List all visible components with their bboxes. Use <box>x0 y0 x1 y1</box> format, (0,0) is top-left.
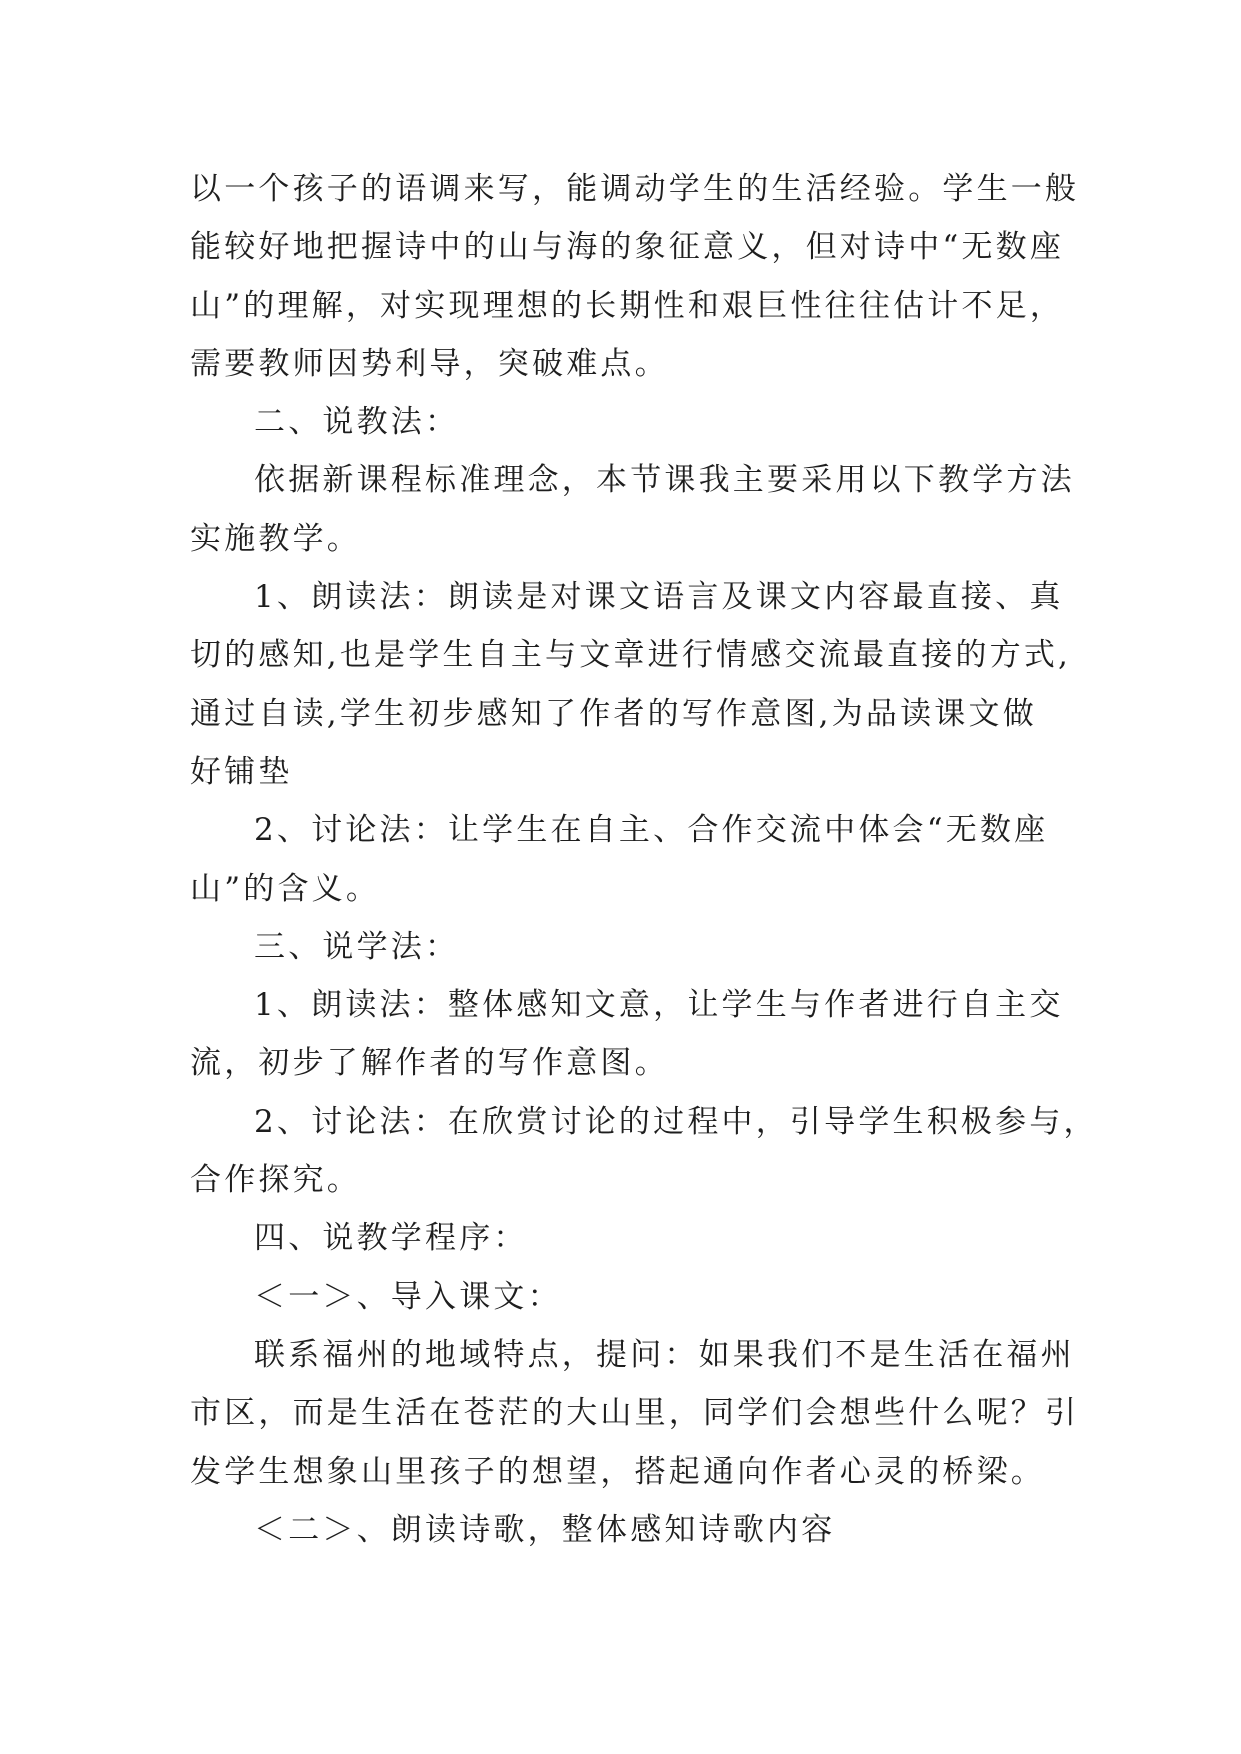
text-line: 市区，而是生活在苍茫的大山里，同学们会想些什么呢？引 <box>190 1395 1080 1432</box>
text-line: 1、朗读法：朗读是对课文语言及课文内容最直接、真 <box>254 579 1064 616</box>
text-line: 能较好地把握诗中的山与海的象征意义，但对诗中“无数座 <box>190 229 1065 266</box>
text-line: 以一个孩子的语调来写，能调动学生的生活经验。学生一般 <box>190 171 1080 207</box>
text-line: 2、讨论法：在欣赏讨论的过程中，引导学生积极参与， <box>254 1103 1098 1140</box>
text-line: 实施教学。 <box>190 520 361 557</box>
section-heading: 四、说教学程序： <box>254 1220 528 1257</box>
text-line: 依据新课程标准理念，本节课我主要采用以下教学方法 <box>254 462 1075 499</box>
text-line: 合作探究。 <box>190 1162 361 1199</box>
text-line: 发学生想象山里孩子的想望，搭起通向作者心灵的桥梁。 <box>190 1453 1045 1490</box>
section-heading: 二、说教法： <box>254 404 460 441</box>
text-line: 需要教师因势利导，突破难点。 <box>190 345 669 382</box>
text-line: 好铺垫 <box>190 753 293 790</box>
text-line: 2、讨论法：让学生在自主、合作交流中体会“无数座 <box>254 812 1049 849</box>
text-line: 通过自读,学生初步感知了作者的写作意图,为品读课文做 <box>190 695 1037 732</box>
text-line: 联系福州的地域特点，提问：如果我们不是生活在福州 <box>254 1336 1075 1373</box>
subsection-heading: ＜二＞、朗读诗歌，整体感知诗歌内容 <box>254 1511 836 1548</box>
section-heading: 三、说学法： <box>254 928 460 965</box>
document-body <box>190 160 1098 1559</box>
text-line: 山”的理解，对实现理想的长期性和艰巨性往往估计不足， <box>190 287 1065 324</box>
subsection-heading: ＜一＞、导入课文： <box>254 1278 562 1315</box>
text-line: 1、朗读法：整体感知文意，让学生与作者进行自主交 <box>254 987 1064 1024</box>
text-line: 山”的含义。 <box>190 870 381 907</box>
text-line: 流，初步了解作者的写作意图。 <box>190 1045 669 1082</box>
text-line: 切的感知,也是学生自主与文章进行情感交流最直接的方式, <box>190 637 1072 674</box>
